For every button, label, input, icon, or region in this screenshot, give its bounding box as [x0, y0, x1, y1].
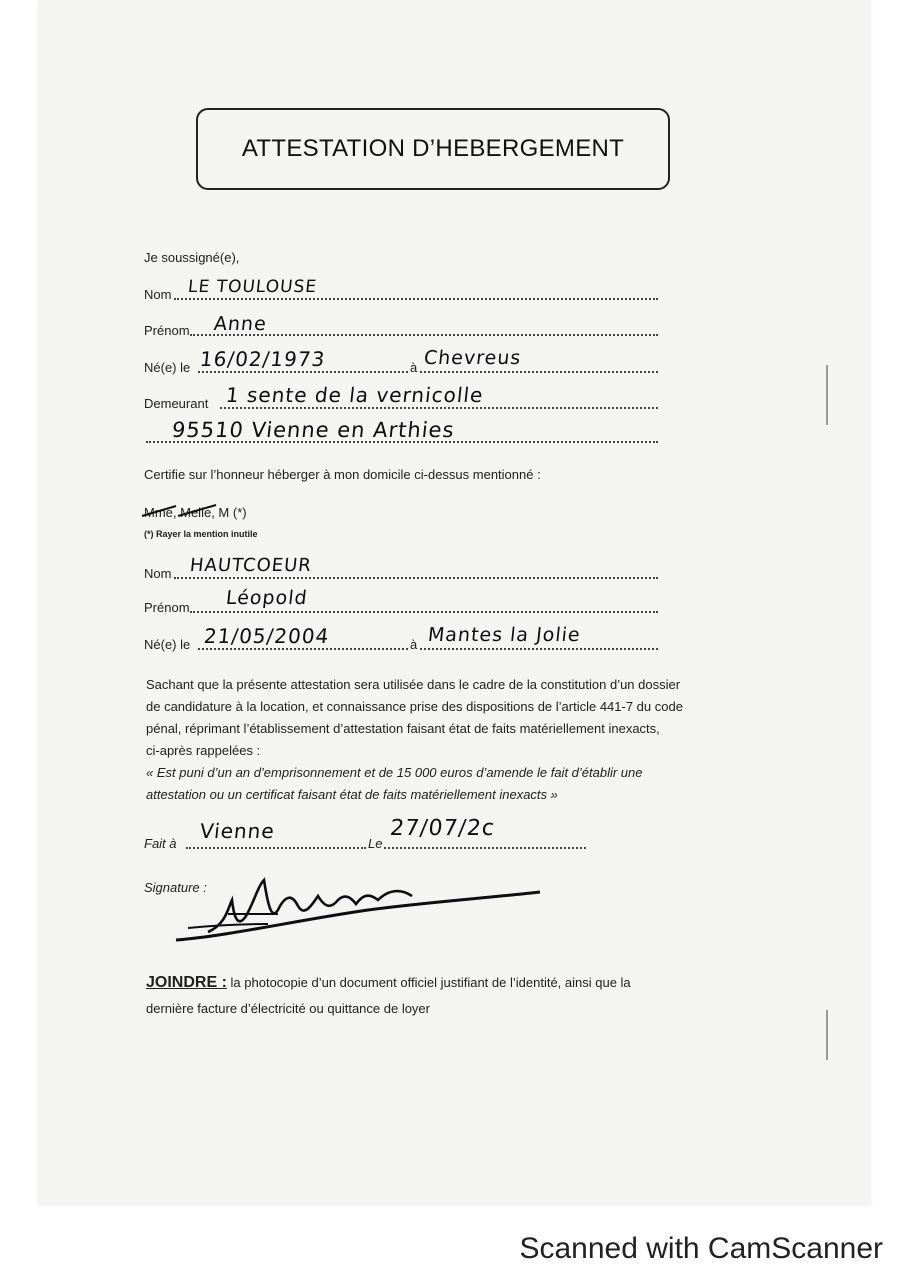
quote-line: « Est puni d’un an d’emprisonnement et de 15 000 euros d’amende le fait d’établir une [146, 765, 643, 780]
joindre-text-2: dernière facture d’électricité ou quittance de loyer [146, 1001, 430, 1016]
civilite-separator-1: , [172, 505, 181, 520]
host-nom-label: Nom [144, 287, 172, 302]
handwritten-signature [168, 866, 548, 956]
guest-nom-dotted-line [174, 577, 658, 579]
guest-ne-date-dotted-line [198, 648, 408, 650]
host-ne-label: Né(e) le [144, 360, 191, 375]
civilite-separator-2: , M (*) [211, 505, 247, 520]
guest-nom-value: HAUTCOEUR [188, 555, 313, 576]
guest-prenom-value: Léopold [224, 587, 309, 609]
fait-lieu-dotted-line [186, 847, 366, 849]
le-label: Le [368, 836, 383, 851]
host-ne-lieu-dotted-line [420, 371, 658, 373]
paragraph-line: pénal, réprimant l’établissement d’attestation faisant état de faits matériellement inexacts, [146, 721, 660, 736]
host-demeurant-label: Demeurant [144, 396, 209, 411]
legal-paragraph [146, 674, 746, 806]
joindre-text-1: la photocopie d’un document officiel justifiant de l’identité, ainsi que la [230, 975, 631, 990]
host-nom-dotted-line [174, 298, 658, 300]
host-a-label: à [410, 360, 418, 375]
civilite-mme: Mme [144, 505, 173, 520]
guest-ne-label: Né(e) le [144, 637, 191, 652]
host-address-line-1: 1 sente de la vernicolle [224, 383, 485, 407]
paragraph-line: ci-après rappelées : [146, 743, 261, 758]
strike-mark-icon [140, 502, 180, 522]
camscanner-watermark: Scanned with CamScanner [519, 1232, 883, 1265]
guest-ne-lieu: Mantes la Jolie [426, 624, 582, 646]
host-prenom-label: Prénom [144, 323, 190, 338]
civilite-note: (*) Rayer la mention inutile [144, 529, 258, 539]
page-edge-mark [826, 1010, 828, 1060]
paragraph-line: Sachant que la présente attestation sera utilisée dans le cadre de la constitution d’un dossier [146, 677, 681, 692]
fait-date-dotted-line [384, 847, 586, 849]
host-address-line-2: 95510 Vienne en Arthies [170, 418, 456, 442]
guest-nom-label: Nom [144, 566, 172, 581]
paragraph-line: de candidature à la location, et connaissance prise des dispositions de l’article 441-7 du code [146, 699, 683, 714]
guest-prenom-dotted-line [190, 611, 658, 613]
fait-date: 27/07/2c [388, 816, 497, 841]
document-title-box [196, 108, 670, 190]
guest-a-label: à [410, 637, 418, 652]
civilite-line [144, 505, 247, 520]
host-nom-value: LE TOULOUSE [186, 277, 319, 297]
joindre-label: JOINDRE : [146, 974, 227, 991]
quote-line: attestation ou un certificat faisant état de faits matériellement inexacts » [146, 787, 558, 802]
fait-label: Fait à [144, 836, 177, 851]
guest-ne-date: 21/05/2004 [202, 624, 331, 648]
host-address-1-dotted-line [220, 407, 658, 409]
joindre-line-1 [146, 974, 631, 992]
page-edge-mark [826, 365, 828, 425]
host-prenom-value: Anne [212, 313, 268, 335]
guest-prenom-label: Prénom [144, 600, 190, 615]
host-ne-lieu: Chevreus [422, 347, 523, 369]
civilite-melle-struck [180, 505, 211, 520]
strike-mark-icon [176, 502, 220, 522]
civilite-mme-struck [144, 505, 173, 520]
signature-label: Signature : [144, 880, 207, 895]
document-title: ATTESTATION D’HEBERGEMENT [241, 135, 625, 162]
host-ne-date-dotted-line [198, 371, 408, 373]
guest-ne-lieu-dotted-line [420, 648, 658, 650]
civilite-melle: Melle [180, 505, 212, 520]
intro-text: Je soussigné(e), [144, 250, 240, 265]
fait-lieu: Vienne [198, 819, 277, 843]
host-ne-date: 16/02/1973 [198, 347, 327, 371]
certifie-text: Certifie sur l’honneur héberger à mon domicile ci-dessus mentionné : [144, 467, 541, 482]
